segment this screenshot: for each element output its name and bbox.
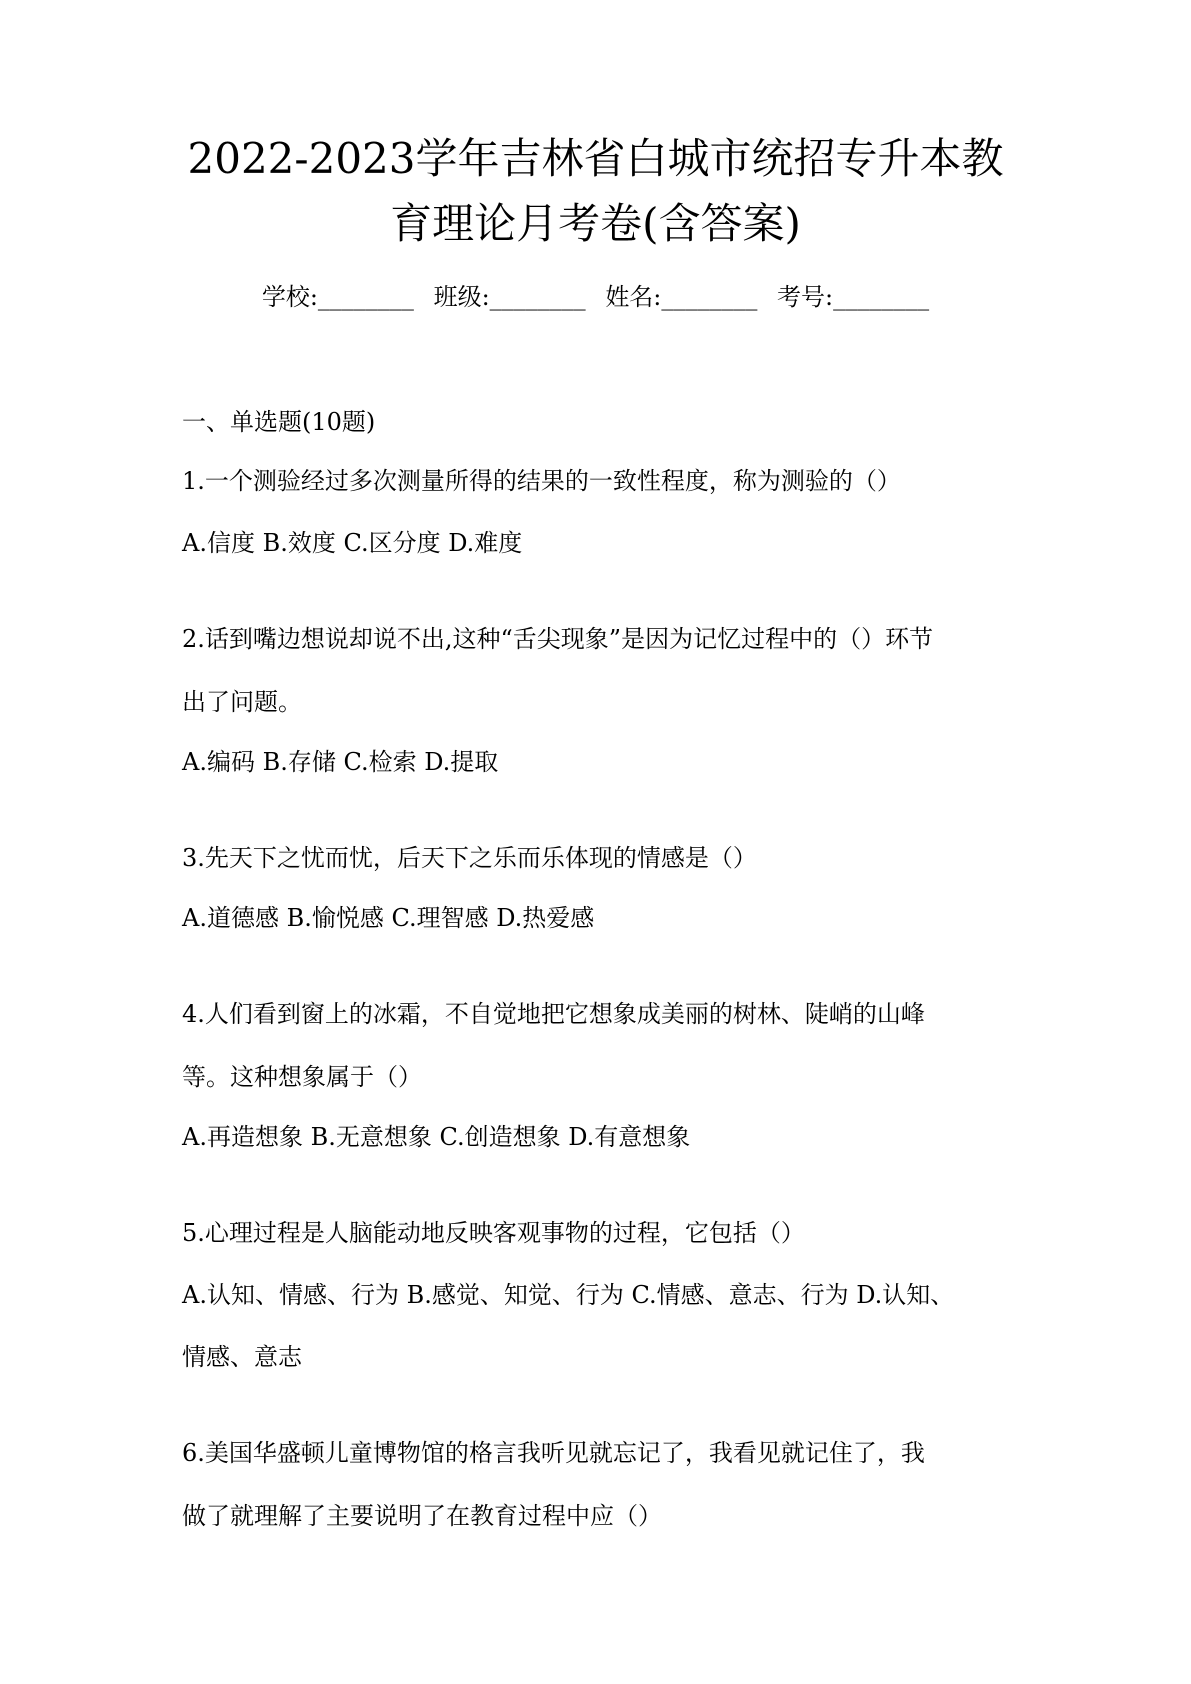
question-3-options: A.道德感 B.愉悦感 C.理智感 D.热爱感 <box>182 904 595 932</box>
question-5-options: A.认知、情感、行为 B.感觉、知觉、行为 C.情感、意志、行为 D.认知、 <box>182 1281 955 1309</box>
question-6-stem-cont: 做了就理解了主要说明了在教育过程中应（） <box>182 1502 662 1530</box>
question-5-stem: 5.心理过程是人脑能动地反映客观事物的过程，它包括（） <box>182 1219 805 1247</box>
question-5-options-cont: 情感、意志 <box>182 1343 302 1371</box>
exam-title-line-2: 育理论月考卷(含答案) <box>390 199 801 248</box>
question-4-stem-cont: 等。这种想象属于（） <box>182 1063 422 1091</box>
question-2-stem: 2.话到嘴边想说却说不出,这种“舌尖现象”是因为记忆过程中的（）环节 <box>182 625 934 653</box>
question-3-stem: 3.先天下之忧而忧，后天下之乐而乐体现的情感是（） <box>182 844 757 872</box>
question-4-options: A.再造想象 B.无意想象 C.创造想象 D.有意想象 <box>182 1123 691 1151</box>
name-field: 姓名:________ <box>605 283 758 311</box>
question-1-options: A.信度 B.效度 C.区分度 D.难度 <box>182 529 523 557</box>
question-4-stem: 4.人们看到窗上的冰霜，不自觉地把它想象成美丽的树林、陡峭的山峰 <box>182 1000 925 1028</box>
student-info-row <box>0 281 1191 313</box>
question-6-stem: 6.美国华盛顿儿童博物馆的格言我听见就忘记了，我看见就记住了，我 <box>182 1439 925 1467</box>
question-2-stem-cont: 出了问题。 <box>182 688 302 716</box>
school-field: 学校:________ <box>261 283 414 311</box>
exam-title-line-1: 2022-2023学年吉林省白城市统招专升本教 <box>187 134 1004 183</box>
class-field: 班级:________ <box>433 283 586 311</box>
section-heading: 一、单选题(10题) <box>182 408 376 436</box>
question-1-stem: 1.一个测验经过多次测量所得的结果的一致性程度，称为测验的（） <box>182 467 901 495</box>
question-2-options: A.编码 B.存储 C.检索 D.提取 <box>182 748 499 776</box>
exam-number-field: 考号:________ <box>777 283 930 311</box>
